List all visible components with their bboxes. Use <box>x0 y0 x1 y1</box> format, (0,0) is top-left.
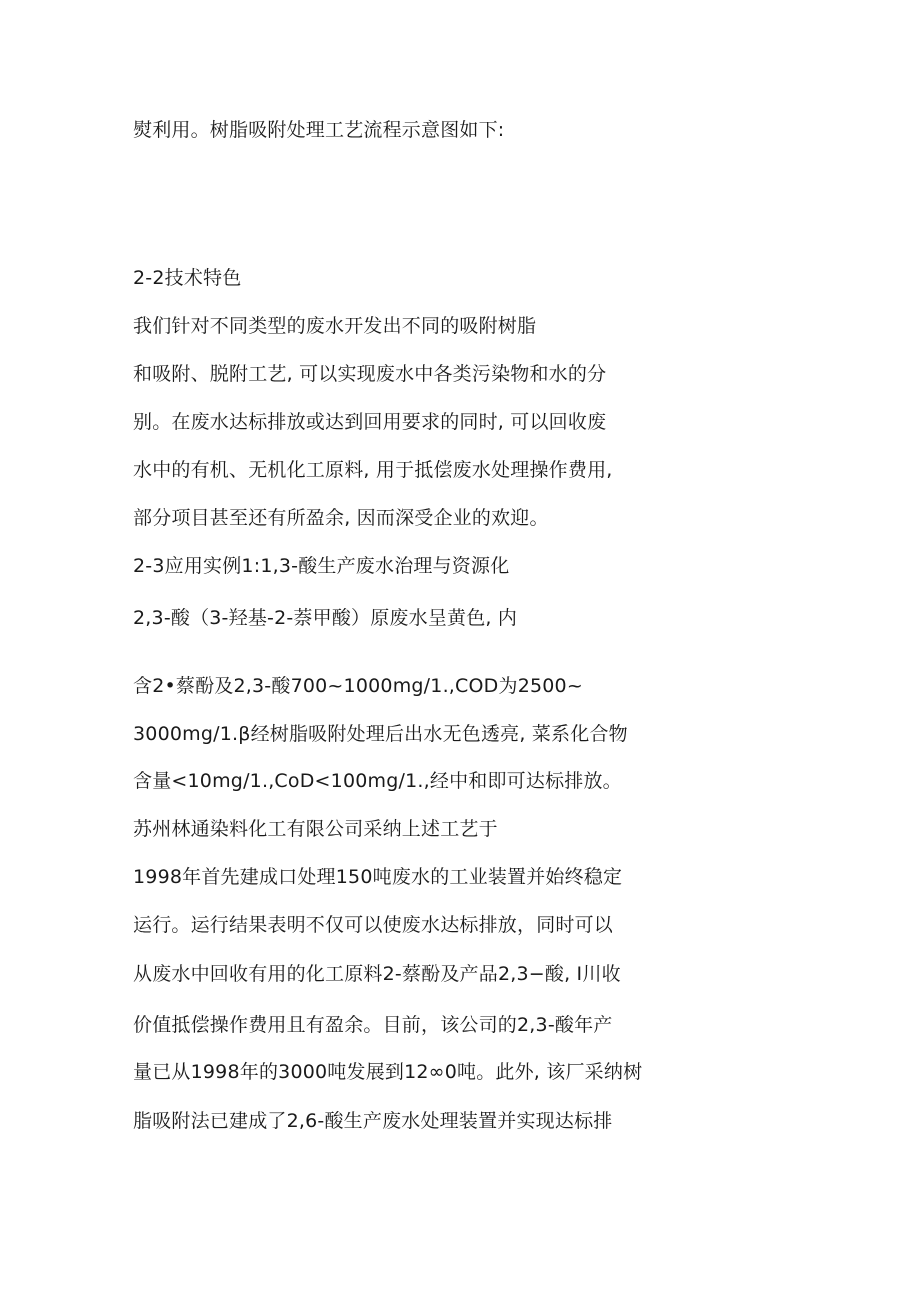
paragraph-line: 2,3-酸（3-羟基-2-萘甲酸）原废水呈黄色, 内 <box>133 607 518 629</box>
paragraph-line: 别。在废水达标排放或达到回用要求的同时, 可以回收废 <box>133 411 607 433</box>
section-heading-2-3: 2-3应用实例1:1,3-酸生产废水治理与资源化 <box>133 555 510 577</box>
paragraph-line: 3000mg∕1.β经树脂吸附处理后出水无色透亮, 菜系化合物 <box>133 723 628 745</box>
paragraph-line: 苏州林通染料化工有限公司采纳上述工艺于 <box>133 818 498 840</box>
paragraph-line: 水中的有机、无机化工原料, 用于抵偿废水处理操作费用, <box>133 459 613 481</box>
paragraph-line: 脂吸附法已建成了2,6-酸生产废水处理装置并实现达标排 <box>133 1110 613 1132</box>
paragraph-line: 量已从1998年的3000吨发展到12∞0吨。此外, 该厂采纳树 <box>133 1061 643 1083</box>
paragraph-line: 和吸附、脱附工艺, 可以实现废水中各类污染物和水的分 <box>133 363 607 385</box>
paragraph-line: 1998年首先建成口处理150吨废水的工业装置并始终稳定 <box>133 866 623 888</box>
section-heading-2-2: 2-2技术特色 <box>133 267 242 289</box>
text-line-intro: 熨利用。树脂吸附处理工艺流程示意图如下: <box>133 119 505 141</box>
paragraph-line: 部分项目甚至还有所盈余, 因而深受企业的欢迎。 <box>133 507 549 529</box>
paragraph-line: 运行。运行结果表明不仅可以使废水达标排放，同时可以 <box>133 914 614 936</box>
paragraph-line: 价值抵偿操作费用且有盈余。目前，该公司的2,3-酸年产 <box>133 1014 613 1036</box>
paragraph-line: 从废水中回收有用的化工原料2-蔡酚及产品2,3−酸, I川收 <box>133 963 621 985</box>
paragraph-line: 含2•蔡酚及2,3-酸700~1000mg∕1.,COD为2500~ <box>133 675 583 697</box>
paragraph-line: 我们针对不同类型的废水开发出不同的吸附树脂 <box>133 315 537 337</box>
paragraph-line: 含量<10mg∕1.,CoD<100mg∕1.,经中和即可达标排放。 <box>133 770 622 792</box>
